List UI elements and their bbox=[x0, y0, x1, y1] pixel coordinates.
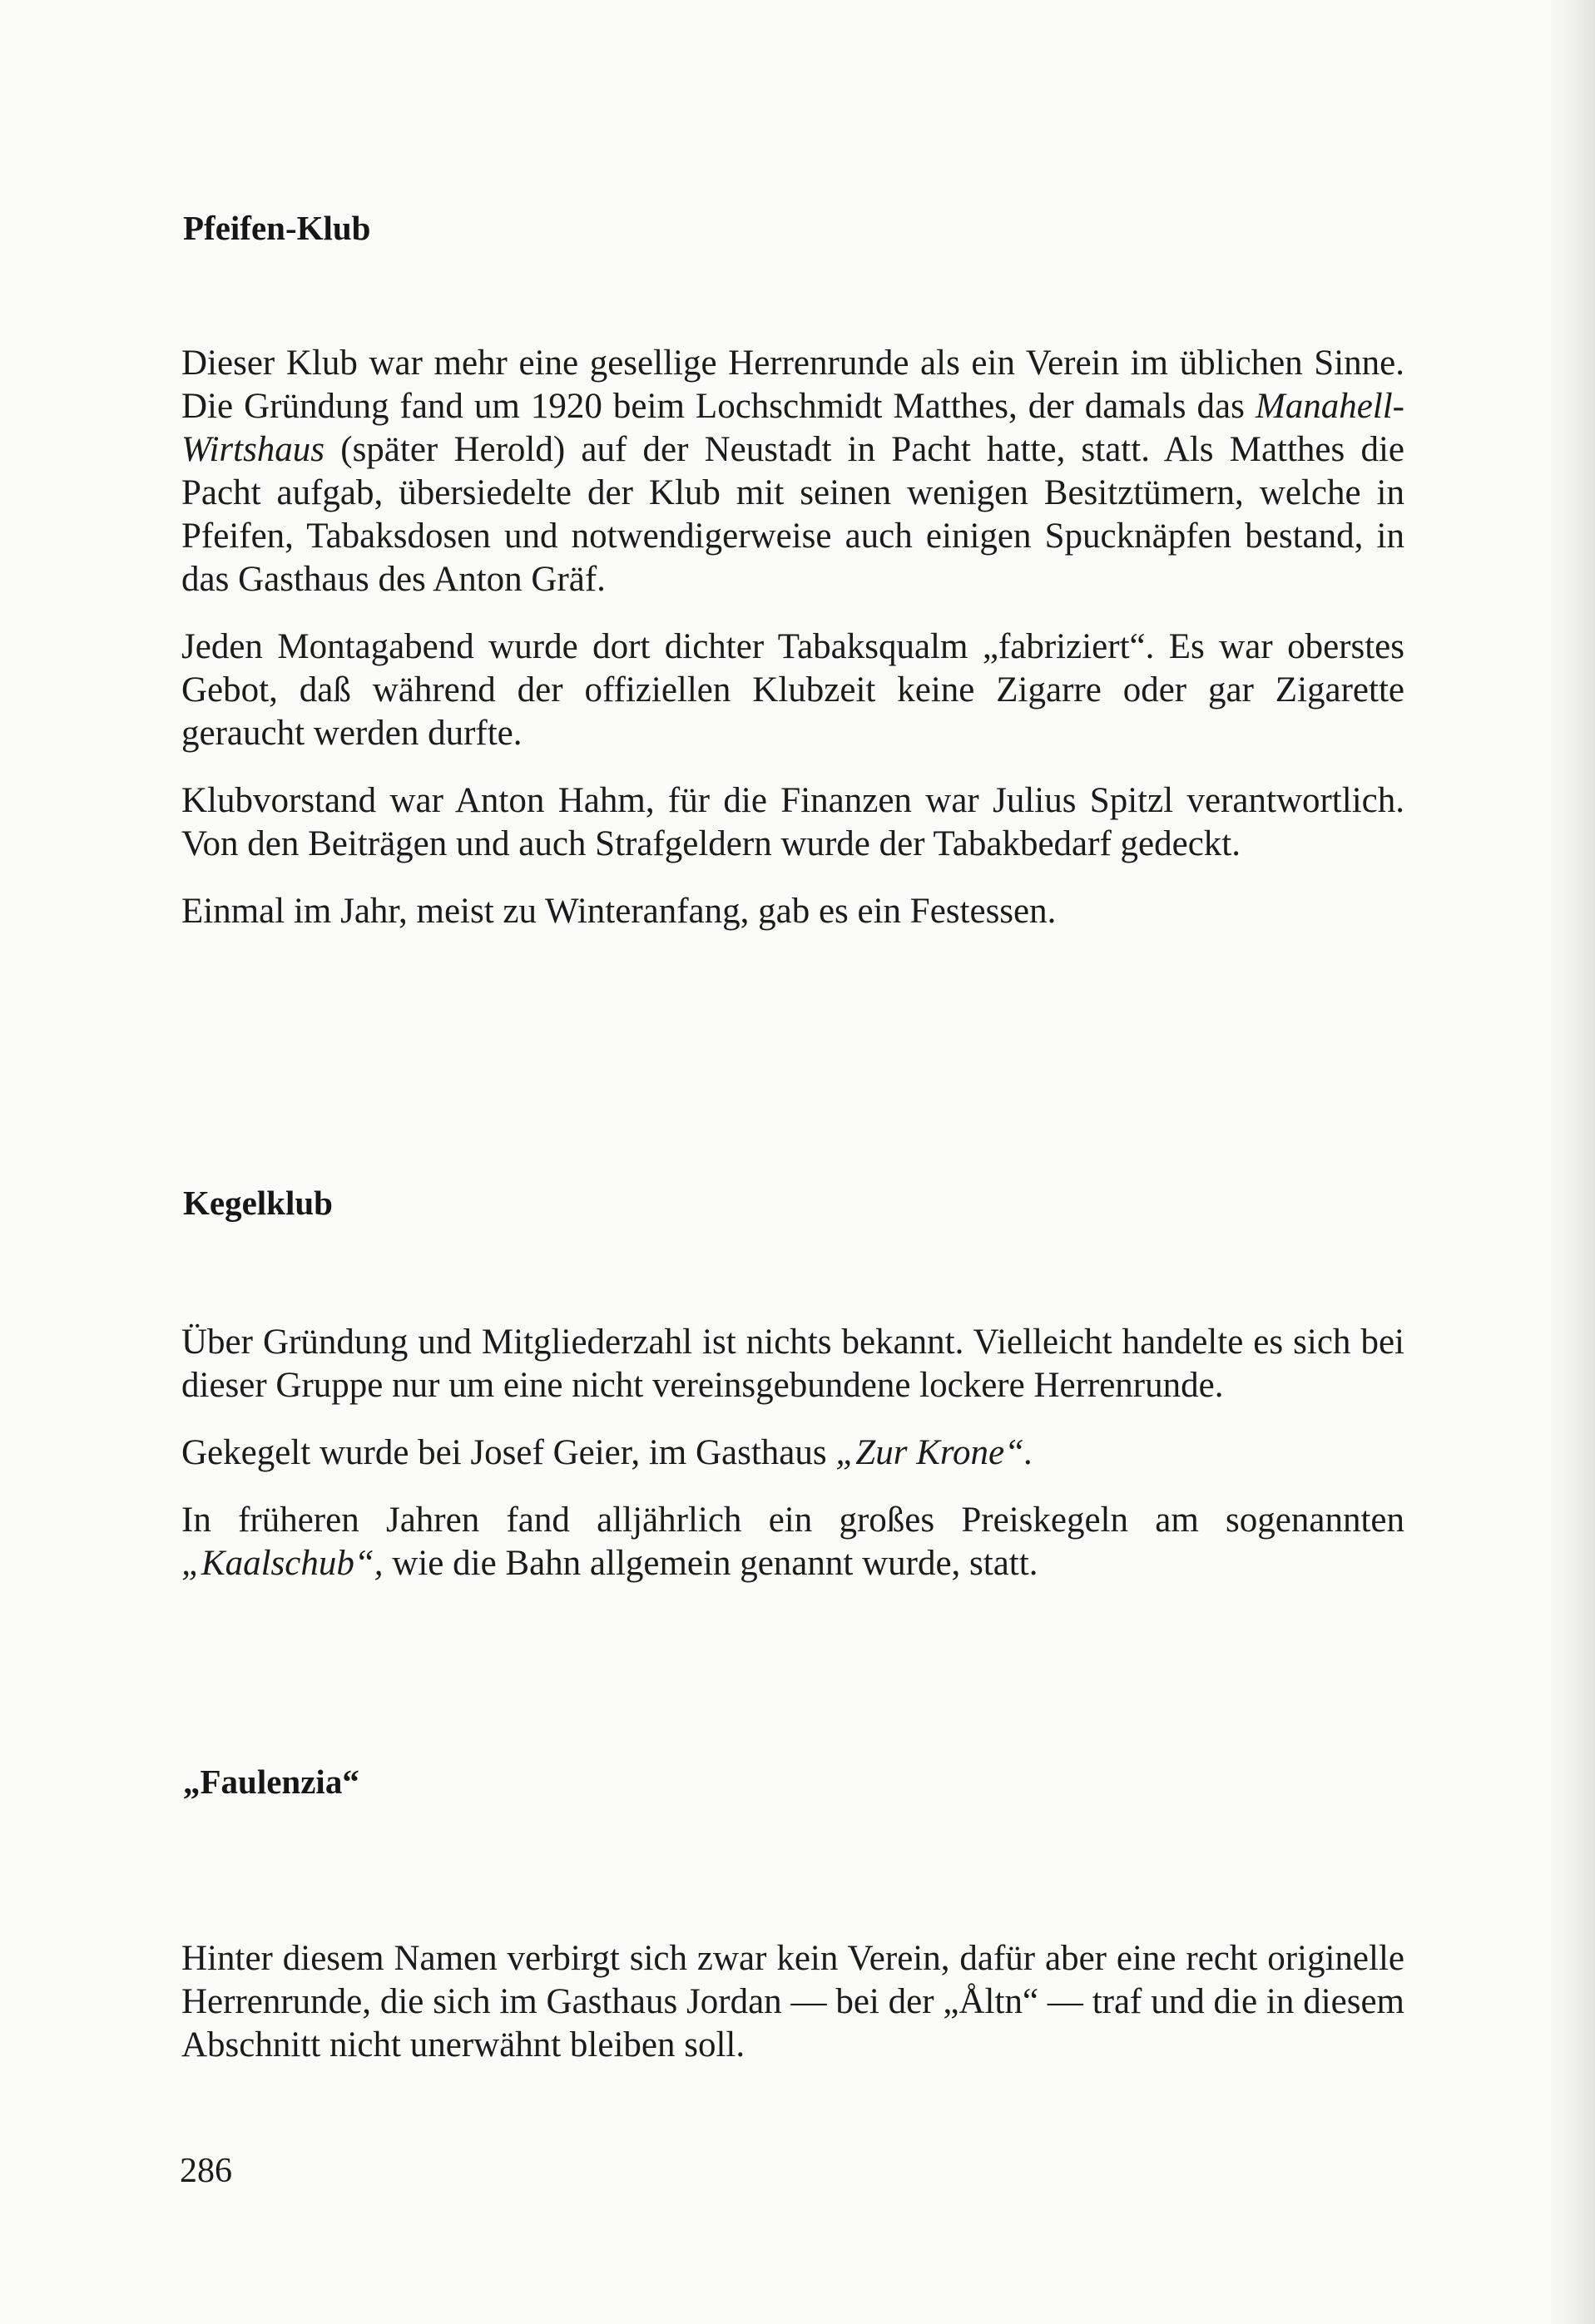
paragraph bbox=[181, 1431, 1404, 1475]
page-edge-shadow bbox=[1545, 0, 1595, 2324]
text-run: Klubvorstand war Anton Hahm, für die Finanzen war Julius Spitzl verantwortlich. Von den Beiträgen und auch Strafgeldern wurde der Tabakbedarf gedeckt. bbox=[181, 781, 1404, 863]
section-heading-kegelklub: Kegelklub bbox=[183, 1184, 333, 1222]
text-run: In früheren Jahren fand alljährlich ein großes Preiskegeln am sogenannten bbox=[181, 1501, 1404, 1540]
paragraph bbox=[181, 779, 1404, 866]
text-run: (später Herold) auf der Neustadt in Pacht hatte, statt. Als Matthes die Pacht aufgab, übersiedelte der Klub mit seinen wenigen Besitztümern, welche in Pfeifen, Tabaksdosen und notwendigerweise auch einigen Spucknäpfen bestand, in das Gasthaus des Anton Gräf. bbox=[181, 430, 1404, 599]
section-heading-faulenzia: „Faulenzia“ bbox=[183, 1763, 359, 1801]
italic-text-run: „Zur Krone“. bbox=[835, 1433, 1033, 1472]
paragraph bbox=[181, 1499, 1404, 1585]
text-run: Gekegelt wurde bei Josef Geier, im Gasthaus bbox=[181, 1433, 836, 1472]
text-run: Einmal im Jahr, meist zu Winteranfang, gab es ein Festessen. bbox=[181, 892, 1057, 931]
page-number: 286 bbox=[180, 2152, 232, 2190]
italic-text-run: Manahell-Wirtshaus bbox=[181, 387, 1404, 469]
text-run: wie die Bahn allgemein genannt wurde, statt. bbox=[383, 1544, 1038, 1583]
text-run: Dieser Klub war mehr eine gesellige Herrenrunde als ein Verein im üblichen Sinne. Die Gründung fand um 1920 beim Lochschmidt Matthes, der damals das bbox=[181, 344, 1404, 426]
paragraph bbox=[181, 342, 1404, 601]
paragraph bbox=[181, 1937, 1404, 2067]
section-heading-pfeifen-klub: Pfeifen-Klub bbox=[183, 209, 371, 247]
text-run: Hinter diesem Namen verbirgt sich zwar kein Verein, dafür aber eine recht originelle Herrenrunde, die sich im Gasthaus Jordan — bei der „Åltn“ — traf und die in diesem Abschnitt nicht unerwähnt bleiben soll. bbox=[181, 1939, 1404, 2064]
section-body-kegelklub bbox=[181, 1321, 1404, 1585]
text-run: Jeden Montagabend wurde dort dichter Tabaksqualm „fabriziert“. Es war oberstes Gebot, daß während der offiziellen Klubzeit keine Zigarre oder gar Zigarette geraucht werden durfte. bbox=[181, 627, 1404, 753]
italic-text-run: „Kaalschub“, bbox=[181, 1544, 384, 1583]
paragraph bbox=[181, 1321, 1404, 1407]
paragraph bbox=[181, 626, 1404, 755]
section-body-faulenzia bbox=[181, 1937, 1404, 2067]
section-body-pfeifen-klub bbox=[181, 342, 1404, 933]
text-run: Über Gründung und Mitgliederzahl ist nichts bekannt. Vielleicht handelte es sich bei dieser Gruppe nur um eine nicht vereinsgebundene lockere Herrenrunde. bbox=[181, 1323, 1404, 1405]
paragraph bbox=[181, 890, 1404, 933]
